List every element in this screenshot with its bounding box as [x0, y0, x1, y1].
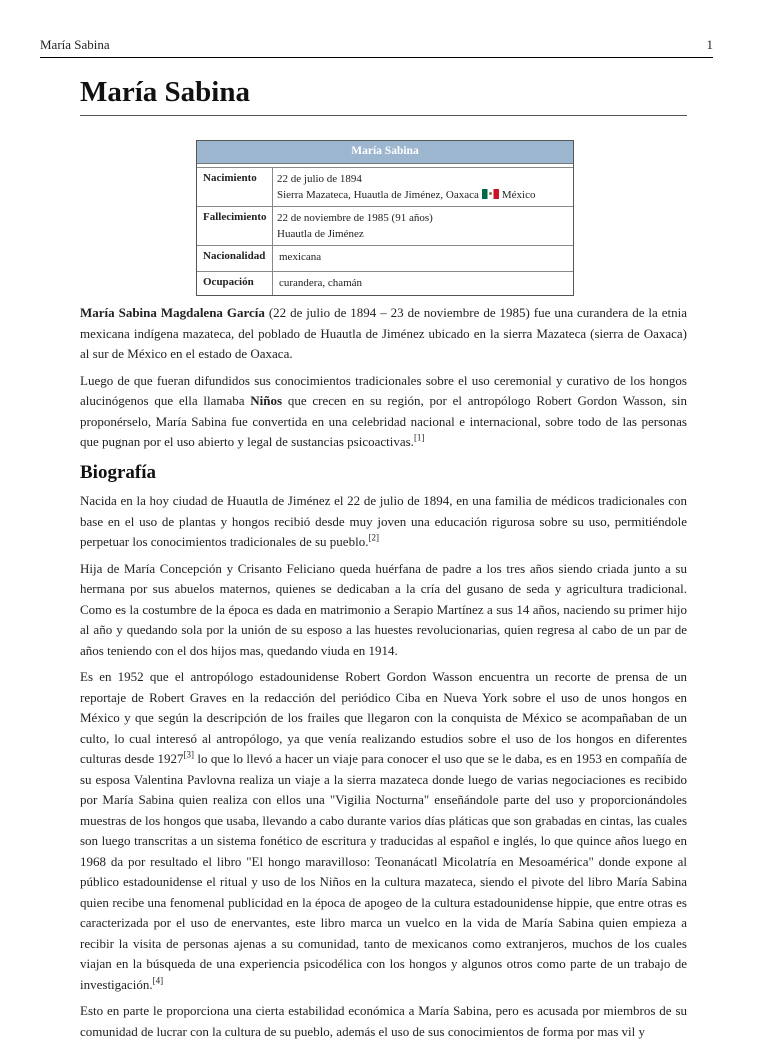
infobox-label-birth: Nacimiento — [197, 168, 273, 206]
page-number: 1 — [706, 37, 713, 52]
biografia-section — [80, 491, 687, 1048]
infobox — [196, 140, 574, 296]
running-header — [40, 37, 713, 58]
birth-place — [277, 187, 535, 203]
infobox-value-death — [273, 207, 438, 245]
infobox-row-birth — [197, 168, 573, 207]
infobox-label-occupation: Ocupación — [197, 272, 273, 295]
infobox-row-occupation — [197, 272, 573, 295]
biografia-paragraph-2: Hija de María Concepción y Crisanto Feliciano queda huérfana de padre a los tres años siendo criada junto a su hermana por sus abuelos maternos, quienes se dedicaban a la cría del gusano de seda y agricultura tradicional. Como es la costumbre de la época es dada en matrimonio a Serapio Martínez a sus 14 años, naciendo su primer hijo al año y quedando sola por la unión de su esposo a las huestes revolucionarias, quien regresa al cabo de un par de años teniendo con el dos hijos mas, quedando viuda en 1914. — [80, 560, 687, 658]
biografia-paragraph-4: Esto en parte le proporciona una cierta estabilidad económica a María Sabina, pero es acusada por miembros de su comunidad de lucrar con la cultura de su pueblo, además el uso de sus conocimientos de forma por mas vil y — [80, 1003, 687, 1039]
reference-link[interactable]: [3] — [183, 749, 194, 760]
reference-link[interactable]: [4] — [152, 975, 164, 986]
infobox-value-occupation: curandera, chamán — [279, 277, 363, 289]
birth-country[interactable]: México — [501, 189, 536, 201]
infobox-row-nationality — [197, 246, 573, 272]
infobox-header: María Sabina — [197, 141, 573, 164]
ninos-term: Niños — [250, 393, 283, 408]
birth-place-text[interactable]: Sierra Mazateca, Huautla de Jiménez, Oaxaca — [277, 189, 479, 201]
infobox-label-death: Fallecimiento — [197, 207, 273, 245]
infobox-value-nationality: mexicana — [279, 251, 322, 263]
infobox-row-death — [197, 207, 573, 246]
mexico-flag-icon — [482, 189, 499, 199]
reference-link[interactable]: [1] — [413, 432, 425, 443]
birth-date: 22 de julio de 1894 — [277, 173, 362, 185]
intro-paragraph-2: Luego de que fueran difundidos sus conocimientos tradicionales sobre el uso ceremonial y curativo de los hongos alucinógenos que ella llamaba Niños que crecen en su región, por el antropólogo Robert Gordon Wasson, sin proponérselo, María Sabina fue convertida en una celebridad nacional e internacional, sobre todo de las personas que pugnan por el uso abierto y legal de sustancias psicoactivas.[1] — [80, 372, 687, 449]
running-header-title: María Sabina — [40, 37, 110, 52]
subject-full-name: María Sabina Magdalena García — [80, 305, 265, 320]
biografia-paragraph-1: Nacida en la hoy ciudad de Huautla de Jiménez el 22 de julio de 1894, en una familia de médicos tradicionales con base en el uso de plantas y hongos recibió desde muy joven una educación rigurosa sobre su uso, permitiéndole perpetuar los conocimientos tradicionales de su pueblo.[2] — [80, 493, 687, 549]
death-date: 22 de noviembre de 1985 (91 años) — [277, 212, 433, 224]
section-heading-biografia: Biografía — [80, 462, 156, 483]
reference-link[interactable]: [2] — [368, 532, 379, 543]
intro-paragraph-1: María Sabina Magdalena García (22 de julio de 1894 – 23 de noviembre de 1985) fue una curandera de la etnia mexicana indígena mazateca, del poblado de Huautla de Jiménez ubicado en la sierra Mazateca (sierra de Oaxaca) al sur de México en el estado de Oaxaca. — [80, 305, 687, 361]
infobox-label-nationality: Nacionalidad — [197, 246, 273, 271]
infobox-value-birth — [273, 168, 540, 206]
biografia-paragraph-3: Es en 1952 que el antropólogo estadounidense Robert Gordon Wasson encuentra un recorte de prensa de un reportaje de Robert Graves en la redacción del periódico Ciba en Nueva York sobre el uso de unos hongos en México y que según la descripción de los frailes que llegaron con la conquista de México se acompañaban de un culto, lo cual interesó al antropólogo, ya que venía realizando estudios sobre el uso de los hongos en diferentes culturas desde 1927[3] lo que lo llevó a hacer un viaje para conocer el uso que se le daba, es en 1953 en compañía de su esposa Valentina Pavlovna realiza un viaje a la sierra mazateca donde luego de varias negociaciones es recibido por María Sabina quien realiza con ellos una "Vigilia Nocturna" enseñándole parte del uso y proporcionándoles muestras de los hongos que usaba, llevando a cabo durante varios días pláticas que son grabadas en cintas, las cuales son luego transcritas a un sistema fonético de escritura y traducidas al español e inglés, lo que quince años luego en 1968 da por resultado el libro "El hongo maravilloso: Teonanácatl Micolatría en Mesoamérica" donde expone al público estadounidense el ritual y uso de los Niños en la cultura mazateca, siendo el pivote del libro María Sabina quien recibe una fenomenal publicidad en la época de apogeo de la cultura estadounidense hippie, que entre otras es caracterizada por el uso de enervantes, este libro marca un vuelco en la vida de María Sabina quien empieza a recibir la visita de personas ajenas a su comunidad, tanto de mexicanos como extranjeros, muchos de los cuales viajan en la búsqueda de una experiencia psicodélica con los hongos y algunos otros como parte de un trabajo de investigación.[4] — [80, 669, 687, 992]
death-place[interactable]: Huautla de Jiménez — [277, 228, 364, 240]
page-title: María Sabina — [80, 76, 687, 116]
intro-section — [80, 303, 687, 459]
